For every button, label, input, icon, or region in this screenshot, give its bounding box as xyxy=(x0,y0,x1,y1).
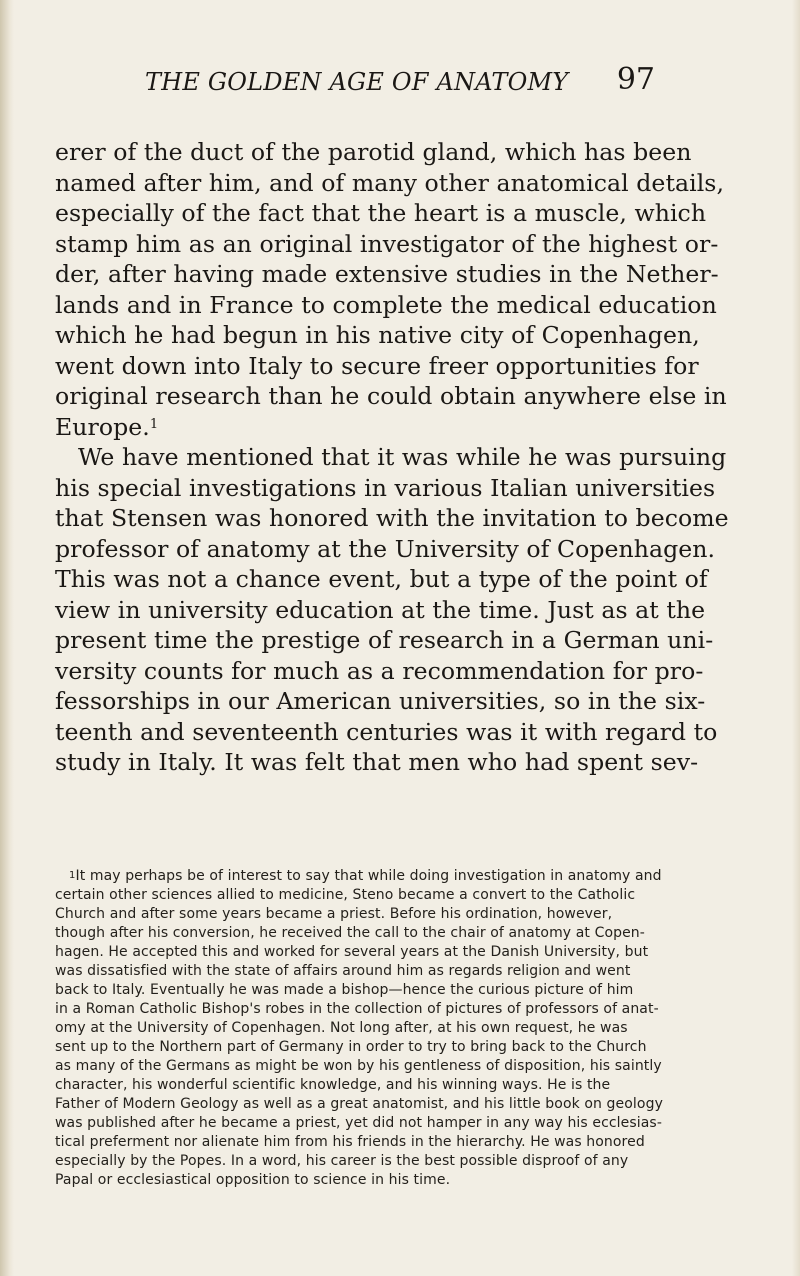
body-line: original research than he could obtain anywhere else in xyxy=(55,382,727,410)
body-line: teenth and seventeenth centuries was it with regard to xyxy=(55,717,718,746)
body-line: which he had begun in his native city of Copenhagen, xyxy=(55,321,700,349)
body-line: went down into Italy to secure freer opportunities for xyxy=(55,351,699,380)
body-line: especially of the fact that the heart is a muscle, which xyxy=(55,199,707,227)
footnote-first-line xyxy=(55,867,735,886)
footnote-line: was published after he became a priest, yet did not hamper in any way his ecclesias- xyxy=(55,1115,662,1131)
footnote-line: Father of Modern Geology as well as a great anatomist, and his little book on geology xyxy=(55,1096,663,1112)
binding-shadow xyxy=(0,0,14,1276)
page-header xyxy=(145,62,655,102)
footnote-reference: 1 xyxy=(149,416,159,432)
running-head: THE GOLDEN AGE OF ANATOMY xyxy=(145,68,569,96)
page-number: 97 xyxy=(616,62,655,97)
body-line: This was not a chance event, but a type of the point of xyxy=(55,565,708,593)
body-line: study in Italy. It was felt that men who had spent sev- xyxy=(55,748,699,776)
paragraph-start-line: We have mentioned that it was while he was pursuing xyxy=(78,443,727,471)
page-edge xyxy=(792,0,800,1276)
body-line: lands and in France to complete the medical education xyxy=(55,290,717,319)
body-line: that Stensen was honored with the invitation to become xyxy=(55,504,729,532)
body-line: present time the prestige of research in a German uni- xyxy=(55,626,714,654)
footnote-line: back to Italy. Eventually he was made a bishop—hence the curious picture of him xyxy=(55,982,634,998)
footnote-line-text: It may perhaps be of interest to say that while doing investigation in anatomy and xyxy=(75,868,662,884)
body-line: der, after having made extensive studies in the Nether- xyxy=(55,260,719,288)
body-line-with-footnote-ref xyxy=(55,412,695,443)
body-text xyxy=(55,137,729,778)
footnote-line: certain other sciences allied to medicine, Steno became a convert to the Catholic xyxy=(55,887,636,903)
body-line: erer of the duct of the parotid gland, which has been xyxy=(55,138,692,166)
footnote-line: hagen. He accepted this and worked for several years at the Danish University, but xyxy=(55,944,649,960)
body-line: versity counts for much as a recommendation for pro- xyxy=(55,656,704,685)
footnote-line: Church and after some years became a priest. Before his ordination, however, xyxy=(55,906,613,922)
footnote-line: was dissatisfied with the state of affairs around him as regards religion and went xyxy=(55,963,631,979)
body-line: fessorships in our American universities, so in the six- xyxy=(55,687,706,715)
footnote xyxy=(55,867,735,1190)
footnote-line: especially by the Popes. In a word, his career is the best possible disproof of any xyxy=(55,1153,629,1169)
body-line: named after him, and of many other anatomical details, xyxy=(55,168,724,197)
body-line: view in university education at the time. Just as at the xyxy=(55,595,706,624)
footnote-line: sent up to the Northern part of Germany in order to try to bring back to the Church xyxy=(55,1039,647,1055)
footnote-marker: 1 xyxy=(69,870,76,881)
footnote-line: character, his wonderful scientific knowledge, and his winning ways. He is the xyxy=(55,1077,611,1093)
footnote-line: as many of the Germans as might be won by his gentleness of disposition, his saintly xyxy=(55,1058,662,1074)
body-line: stamp him as an original investigator of the highest or- xyxy=(55,229,719,258)
footnote-line: omy at the University of Copenhagen. Not long after, at his own request, he was xyxy=(55,1020,628,1036)
body-line: his special investigations in various Italian universities xyxy=(55,473,716,502)
body-line: professor of anatomy at the University of Copenhagen. xyxy=(55,534,716,563)
footnote-line: though after his conversion, he received the call to the chair of anatomy at Copen- xyxy=(55,925,645,941)
body-line-text: Europe. xyxy=(55,412,150,441)
footnote-line: tical preferment nor alienate him from his friends in the hierarchy. He was honored xyxy=(55,1134,645,1150)
footnote-line: in a Roman Catholic Bishop's robes in the collection of pictures of professors of anat- xyxy=(55,1001,659,1017)
footnote-line: Papal or ecclesiastical opposition to science in his time. xyxy=(55,1172,451,1188)
